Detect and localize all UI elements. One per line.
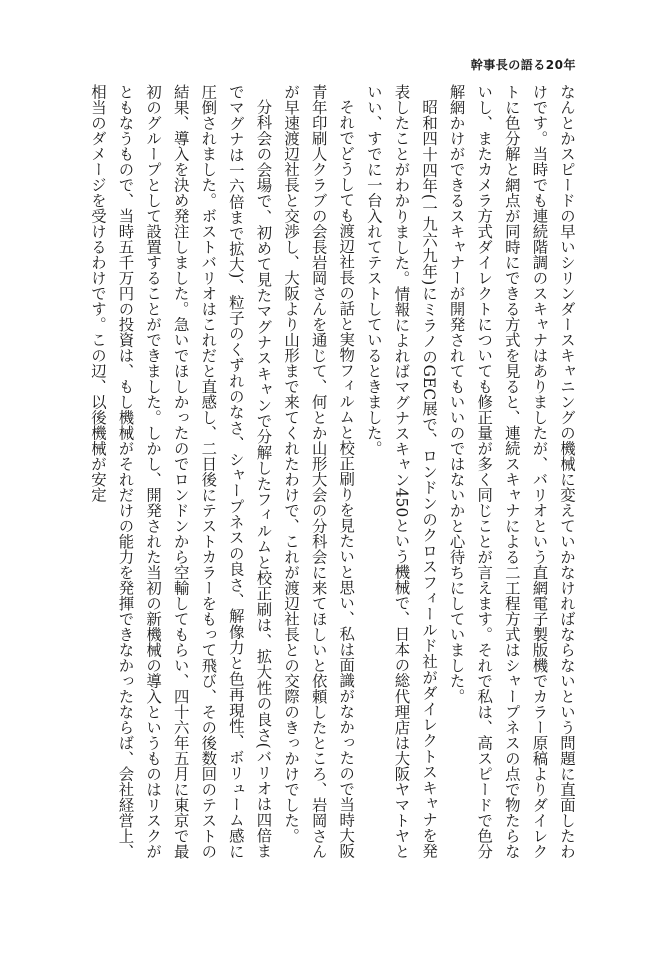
paragraph: 分科会の会場で、初めて見たマグナスキャンで分解したフィルムと校正刷は、拡大性の良さ(バリオは四倍までマグナは一六倍まで拡大)、粒子のくずれのなさ、シャープネスの良さ、解像力と色再現性、ボリューム感に圧倒されました。ボストバリオはこれだと直感し、二日後にテストカラーをもって飛び、その後数回のテストの結果、導入を決め発注しました。急いでほしかったのでロンドンから空輸してもらい、四十六年五月に東京で最初のグループとして設置することができました。しかし、開発された当初の新機械の導入というものはリスクがともなうもので、当時五千万円の投資は、もし機械がそれだけの能力を発揮できなかったならば、会社経営上、相当のダメージを受けるわけです。この辺、以後機械が安定	[88, 84, 273, 859]
running-head: 幹事長の語る20年	[470, 58, 576, 72]
body-text	[60, 84, 580, 859]
paragraph: 昭和四十四年(一九六九年)にミラノのGEC展で、ロンドンのクロスフィールド社がダイレクトスキャナを発表したことがわかりました。情報によればマグナスキャン450という機械で、日本の総代理店は大阪ヤマトヤといい、すでに一台入れてテストしているときました。	[364, 84, 439, 859]
paragraph: なんとかスピードの早いシリンダースキャニングの機械に変えていかなければならないという問題に直面したわけです。当時でも連続階調のスキャナはありましたが、バリオという直網電子製版機でカラー原稿よりダイレクトに色分解と網点が同時にできる方式を見ると、連続スキャナによる二工程方式はシャープネスの点で物たらないし、またカメラ方式ダイレクトについても修正量が多く同じことが言えます。それで私は、高スピードで色分解網かけができるスキャナーが開発されてもいいのではないかと心待ちにしていました。	[447, 84, 576, 859]
paragraph: それでどうしても渡辺社長の話と実物フィルムと校正刷りを見たいと思い、私は面識がなかったので当時大阪青年印刷人クラブの会長岩岡さんを通じて、何とか山形大会の分科会に来てほしいと依頼したところ、岩岡さんが早速渡辺社長と交渉し、大阪より山形まで来てくれたわけで、これが渡辺社長との交際のきっかけでした。	[282, 84, 356, 859]
